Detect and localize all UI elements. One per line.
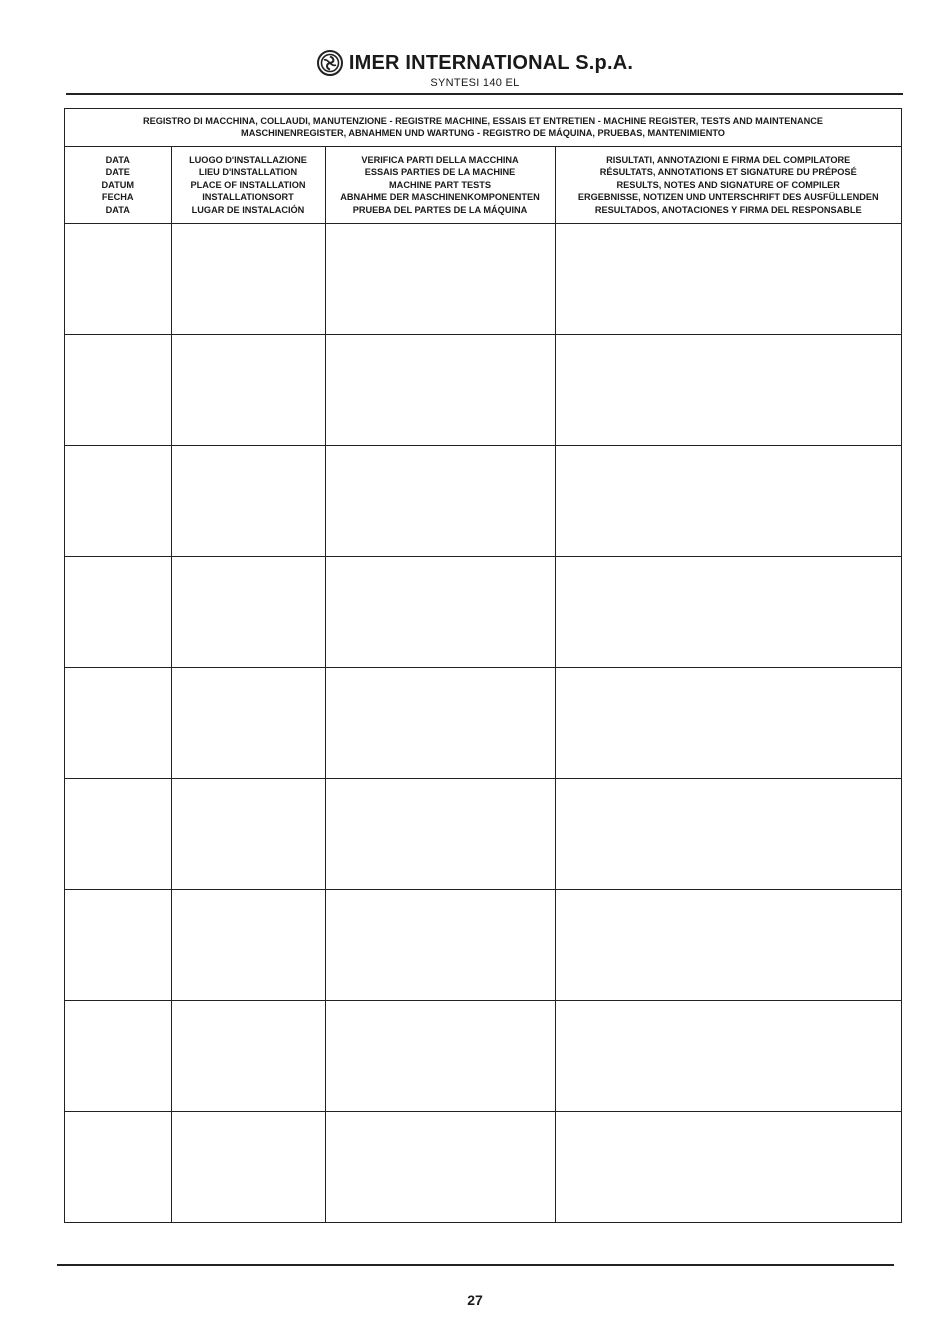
column-header-line: PLACE OF INSTALLATION <box>190 179 306 190</box>
part-tests-cell[interactable] <box>325 779 555 890</box>
page-header <box>0 50 950 89</box>
place-cell[interactable] <box>171 1001 325 1112</box>
register-row <box>65 779 901 890</box>
column-header-place <box>171 147 325 224</box>
part-tests-cell[interactable] <box>325 557 555 668</box>
register-title-line: MASCHINENREGISTER, ABNAHMEN UND WARTUNG - REGISTRO DE MÁQUINA, PRUEBAS, MANTENIMIENTO <box>241 128 725 138</box>
register-row <box>65 224 901 335</box>
machine-register-table <box>64 108 902 1223</box>
place-cell[interactable] <box>171 668 325 779</box>
date-cell[interactable] <box>65 1001 171 1112</box>
place-cell[interactable] <box>171 890 325 1001</box>
column-header-line: FECHA <box>101 192 134 203</box>
results-cell[interactable] <box>555 557 901 668</box>
column-header-line: PRUEBA DEL PARTES DE LA MÁQUINA <box>352 204 528 215</box>
part-tests-cell[interactable] <box>325 446 555 557</box>
place-cell[interactable] <box>171 779 325 890</box>
part-tests-cell[interactable] <box>325 224 555 335</box>
results-cell[interactable] <box>555 668 901 779</box>
register-body <box>65 224 901 1223</box>
column-header-line: INSTALLATIONSORT <box>202 192 294 203</box>
column-header-line: RESULTS, NOTES AND SIGNATURE OF COMPILER <box>616 179 840 190</box>
column-header-line: MACHINE PART TESTS <box>389 179 491 190</box>
page-number: 27 <box>467 1292 483 1308</box>
brand-line <box>0 50 950 76</box>
column-header-line: DATA <box>105 154 130 165</box>
column-header-line: DATUM <box>101 179 134 190</box>
header-rule <box>66 93 903 95</box>
register-row <box>65 1001 901 1112</box>
results-cell[interactable] <box>555 446 901 557</box>
footer-rule <box>57 1264 894 1266</box>
column-header-line: LUOGO D'INSTALLAZIONE <box>189 154 307 165</box>
place-cell[interactable] <box>171 335 325 446</box>
date-cell[interactable] <box>65 668 171 779</box>
place-cell[interactable] <box>171 446 325 557</box>
column-header-line: RISULTATI, ANNOTAZIONI E FIRMA DEL COMPILATORE <box>606 154 851 165</box>
column-header-line: DATE <box>105 167 130 178</box>
register-row <box>65 890 901 1001</box>
results-cell[interactable] <box>555 779 901 890</box>
column-header-line: ERGEBNISSE, NOTIZEN UND UNTERSCHRIFT DES AUSFÜLLENDEN <box>577 192 879 203</box>
results-cell[interactable] <box>555 224 901 335</box>
model-name: SYNTESI 140 EL <box>430 77 520 89</box>
date-cell[interactable] <box>65 779 171 890</box>
results-cell[interactable] <box>555 335 901 446</box>
results-cell[interactable] <box>555 1001 901 1112</box>
register-grid <box>65 147 901 1222</box>
part-tests-cell[interactable] <box>325 1001 555 1112</box>
column-header-line: ABNAHME DER MASCHINENKOMPONENTEN <box>340 192 540 203</box>
column-header-results <box>555 147 901 224</box>
register-title <box>65 109 901 147</box>
part-tests-cell[interactable] <box>325 1112 555 1223</box>
imer-logo-icon <box>317 50 343 76</box>
column-header-part-tests <box>325 147 555 224</box>
date-cell[interactable] <box>65 1112 171 1223</box>
column-header-line: VERIFICA PARTI DELLA MACCHINA <box>361 154 519 165</box>
register-row <box>65 1112 901 1223</box>
column-header-line: LIEU D'INSTALLATION <box>198 167 298 178</box>
date-cell[interactable] <box>65 557 171 668</box>
column-header-line: DATA <box>105 204 130 215</box>
date-cell[interactable] <box>65 446 171 557</box>
place-cell[interactable] <box>171 557 325 668</box>
date-cell[interactable] <box>65 335 171 446</box>
part-tests-cell[interactable] <box>325 668 555 779</box>
date-cell[interactable] <box>65 890 171 1001</box>
company-name: IMER INTERNATIONAL S.p.A. <box>348 51 634 74</box>
register-title-line: REGISTRO DI MACCHINA, COLLAUDI, MANUTENZIONE - REGISTRE MACHINE, ESSAIS ET ENTRETIEN - MACHINE REGISTER, TESTS AND MAINTENANCE <box>142 116 824 126</box>
column-header-row <box>65 147 901 224</box>
register-row <box>65 446 901 557</box>
date-cell[interactable] <box>65 224 171 335</box>
column-header-line: RÉSULTATS, ANNOTATIONS ET SIGNATURE DU PRÉPOSÉ <box>599 167 857 178</box>
column-header-line: RESULTADOS, ANOTACIONES Y FIRMA DEL RESPONSABLE <box>594 204 862 215</box>
register-row <box>65 557 901 668</box>
column-header-line: LUGAR DE INSTALACIÓN <box>191 204 305 215</box>
place-cell[interactable] <box>171 1112 325 1223</box>
place-cell[interactable] <box>171 224 325 335</box>
part-tests-cell[interactable] <box>325 890 555 1001</box>
column-header-line: ESSAIS PARTIES DE LA MACHINE <box>364 167 516 178</box>
register-row <box>65 335 901 446</box>
part-tests-cell[interactable] <box>325 335 555 446</box>
results-cell[interactable] <box>555 890 901 1001</box>
register-row <box>65 668 901 779</box>
column-header-date <box>65 147 171 224</box>
results-cell[interactable] <box>555 1112 901 1223</box>
